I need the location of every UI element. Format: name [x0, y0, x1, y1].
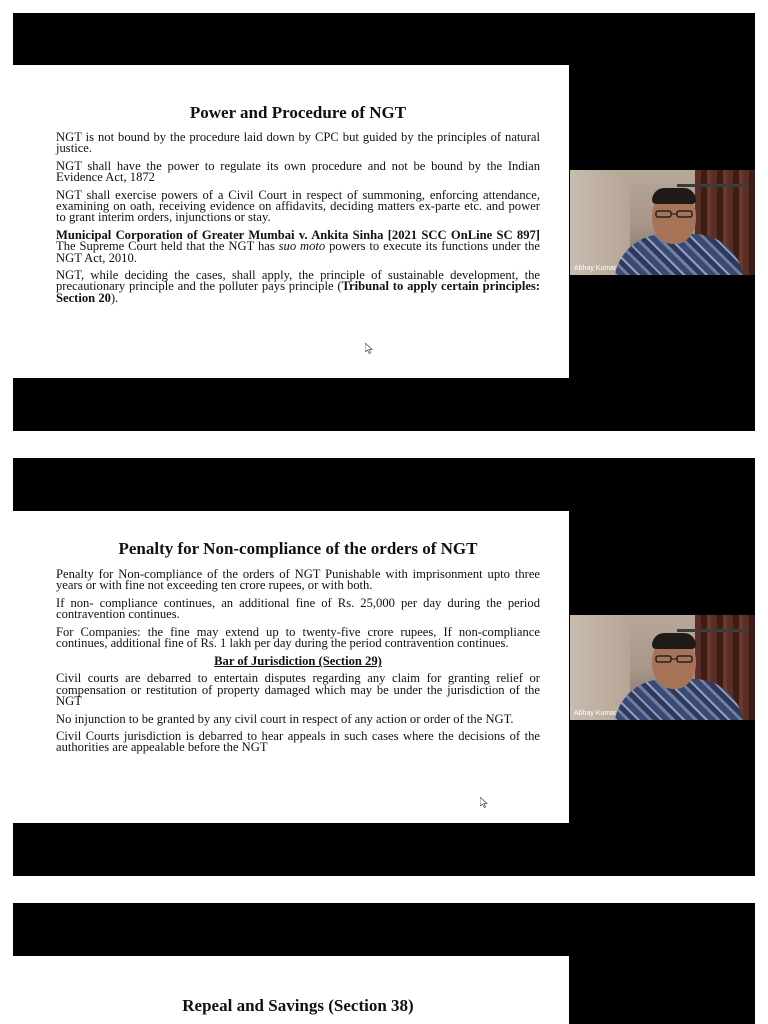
screenshare-frame-2: [13, 458, 755, 876]
slide-title: Repeal and Savings (Section 38): [182, 996, 414, 1015]
slide-paragraph: Penalty for Non-compliance of the orders of NGT Punishable with imprisonment upto three years or with fine not exceeding ten crore rupees, or with both.: [56, 567, 540, 593]
participant-video-tile[interactable]: [570, 615, 755, 720]
screenshare-frame-3: [13, 903, 755, 1024]
mouse-cursor-icon: [365, 343, 373, 354]
slide-3: [13, 956, 569, 1024]
slide-paragraph-case: [56, 227, 540, 265]
slide-paragraph: If non- compliance continues, an additional fine of Rs. 25,000 per day during the period contravention continues.: [56, 595, 540, 622]
curtain-rod: [677, 629, 747, 632]
case-text-end: powers to execute its functions under the NGT Act, 2010.: [56, 239, 540, 265]
principles-end: ).: [110, 290, 119, 305]
screenshare-frame-1: [13, 13, 755, 431]
case-italic: suo moto: [278, 239, 326, 254]
glasses-icon: [654, 210, 694, 218]
curtain-rod: [677, 184, 747, 187]
slide-paragraph: For Companies: the fine may extend up to twenty-five crore rupees, If non-compliance continues, additional fine of Rs. 1 lakh per day during the period contravention continues.: [56, 624, 540, 651]
slide-title: Penalty for Non-compliance of the orders of NGT: [118, 539, 478, 558]
slide-2: [13, 511, 569, 823]
participant-name-label: Abhay Kumar: [574, 265, 617, 272]
principles-text: NGT, while deciding the cases, shall apply, the principle of sustainable development, the precautionary principle and the polluter pays principle (: [56, 268, 540, 294]
participant-hair: [652, 188, 696, 204]
glasses-icon: [654, 655, 694, 663]
principles-section: Tribunal to apply certain principles: Section 20: [56, 279, 541, 305]
slide-paragraph: NGT shall exercise powers of a Civil Court in respect of summoning, enforcing attendance, examining on oath, receiving evidence on affidavits, deciding matters ex-parte etc. and power to grant interim orders, injunctions or stay.: [56, 187, 540, 225]
case-text: The Supreme Court held that the NGT has: [56, 239, 279, 254]
case-citation: Municipal Corporation of Greater Mumbai v. Ankita Sinha [2021 SCC OnLine SC 897]: [56, 227, 540, 242]
slide-paragraph: Civil Courts jurisdiction is debarred to hear appeals in such cases where the decisions of the authorities are appealable before the NGT: [56, 729, 540, 755]
slide-title: Power and Procedure of NGT: [189, 103, 407, 122]
participant-name-label: Abhay Kumar: [574, 710, 617, 717]
slide-1: [13, 65, 569, 378]
slide-paragraph-principles: [56, 270, 540, 304]
slide-paragraph: No injunction to be granted by any civil court in respect of any action or order of the NGT.: [56, 711, 514, 726]
slide-paragraph: NGT is not bound by the procedure laid down by CPC but guided by the principles of natural justice.: [56, 130, 540, 156]
participant-video-tile[interactable]: [570, 170, 755, 275]
slide-subheading: Bar of Jurisdiction (Section 29): [214, 654, 382, 669]
slide-paragraph: Civil courts are debarred to entertain disputes regarding any claim for granting relief or compensation or restitution of property damaged which may be under the jurisdiction of the NGT: [56, 671, 540, 709]
participant-hair: [652, 633, 696, 649]
mouse-cursor-icon: [480, 797, 488, 808]
slide-paragraph: NGT shall have the power to regulate its own procedure and not be bound by the Indian Evidence Act, 1872: [56, 158, 540, 185]
